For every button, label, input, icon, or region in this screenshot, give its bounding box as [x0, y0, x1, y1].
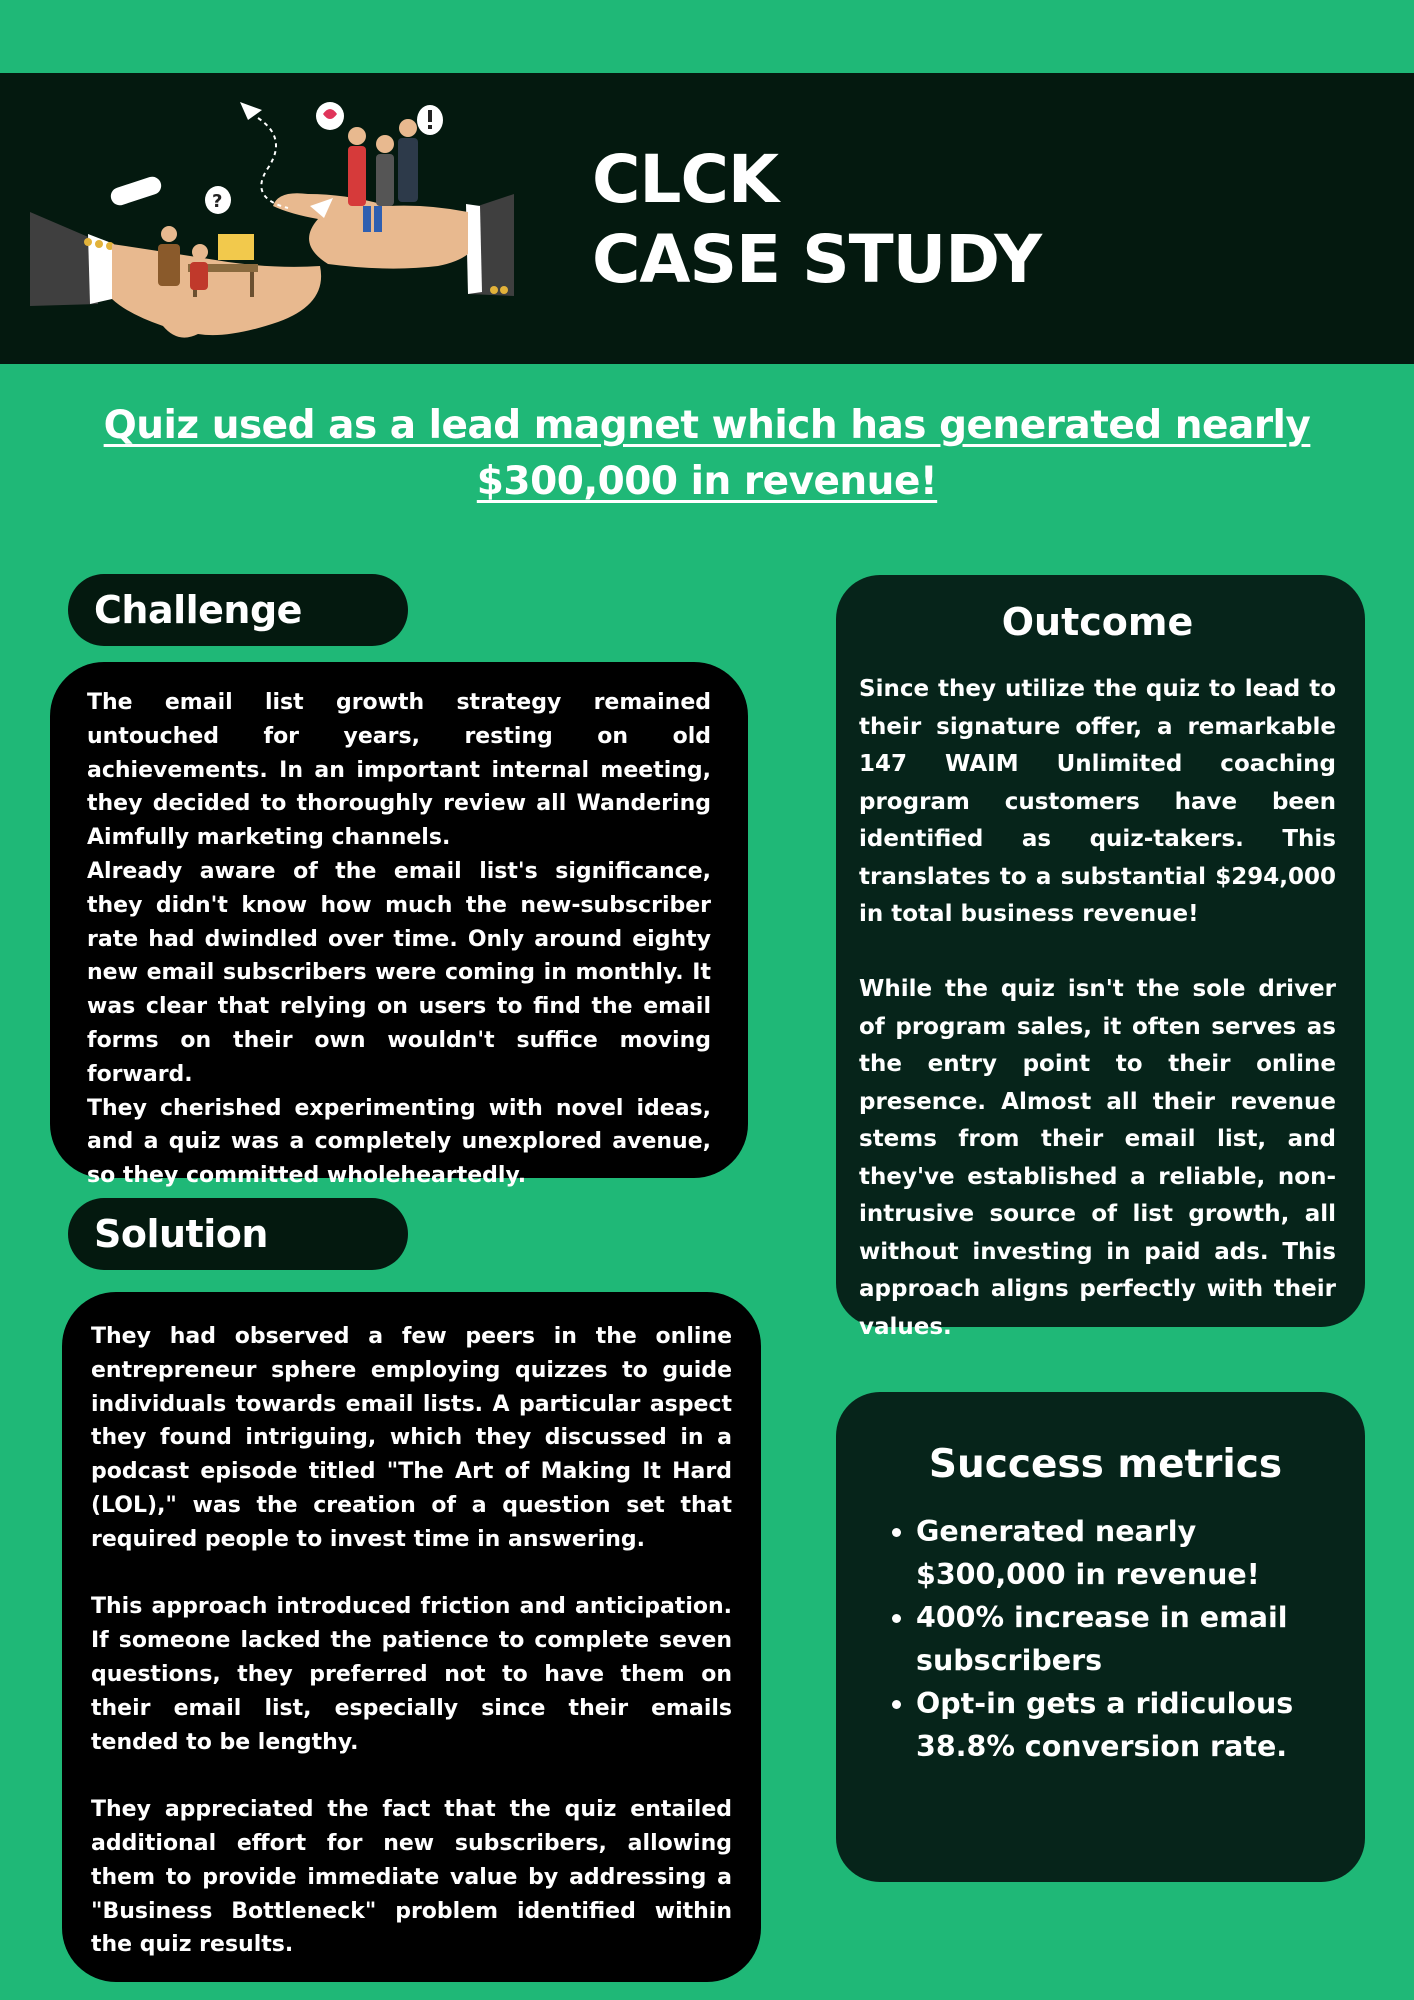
challenge-heading: Challenge — [94, 588, 302, 632]
solution-paragraph: They appreciated the fact that the quiz entailed additional effort for new subscribers, allowing them to provide immediate value by addressing a "Business Bottleneck" problem identified within the quiz results. — [91, 1797, 732, 1958]
solution-paragraph: This approach introduced friction and anticipation. If someone lacked the patience to complete seven questions, they preferred not to have them on their email list, especially since their emails tended to be lengthy. — [91, 1594, 732, 1755]
page-title-line-1: CLCK — [592, 141, 779, 218]
svg-text:?: ? — [212, 191, 223, 212]
solution-heading-pill — [68, 1198, 408, 1270]
solution-box — [62, 1292, 761, 1982]
metric-item: • 400% increase in email subscribers — [916, 1596, 1335, 1682]
page-title-line-2: CASE STUDY — [592, 221, 1042, 298]
challenge-paragraph: The email list growth strategy remained untouched for years, resting on old achievements. In an important internal meeting, they decided to thoroughly review all Wandering Aimfully marketing channels. — [87, 690, 711, 851]
metric-item: • Opt-in gets a ridiculous 38.8% conversion rate. — [916, 1682, 1335, 1768]
outcome-paragraph: While the quiz isn't the sole driver of program sales, it often serves as the entry point to their online presence. Almost all their revenue stems from their email list, and they've established a reliable, non-intrusive source of list growth, all without investing in paid ads. This approach aligns perfectly with their values. — [859, 976, 1336, 1340]
challenge-heading-pill — [68, 574, 408, 646]
solution-heading: Solution — [94, 1212, 268, 1256]
challenge-paragraph: They cherished experimenting with novel ideas, and a quiz was a completely unexplored avenue, so they committed wholeheartedly. — [87, 1095, 711, 1189]
challenge-box — [50, 662, 748, 1189]
headline: Quiz used as a lead magnet which has generated nearly $300,000 in revenue! — [103, 403, 1311, 504]
hands-holding-business-people-illustration — [28, 94, 516, 344]
success-metrics-heading: Success metrics — [928, 1442, 1283, 1487]
challenge-paragraph: Already aware of the email list's significance, they didn't know how much the new-subscriber rate had dwindled over time. Only around eighty new email subscribers were coming in monthly. It was clear that relying on users to find the email forms on their own wouldn't suffice moving forward. — [87, 858, 711, 1087]
outcome-box — [836, 575, 1365, 1340]
title-block — [592, 140, 1041, 300]
solution-paragraph: They had observed a few peers in the online entrepreneur sphere employing quizzes to guide individuals towards email lists. A particular aspect they found intriguing, which they discussed in a podcast episode titled "The Art of Making It Hard (LOL)," was the creation of a question set that required people to invest time in answering. — [91, 1324, 732, 1552]
outcome-heading: Outcome — [1001, 600, 1194, 644]
success-metrics-list — [876, 1510, 1335, 1768]
success-metrics-box — [836, 1392, 1365, 1882]
metric-item: • Generated nearly $300,000 in revenue! — [916, 1510, 1335, 1596]
outcome-paragraph: Since they utilize the quiz to lead to their signature offer, a remarkable 147 WAIM Unlimited coaching program customers have been identified as quiz-takers. This translates to a substantial $294,000 in total business revenue! — [859, 676, 1336, 927]
